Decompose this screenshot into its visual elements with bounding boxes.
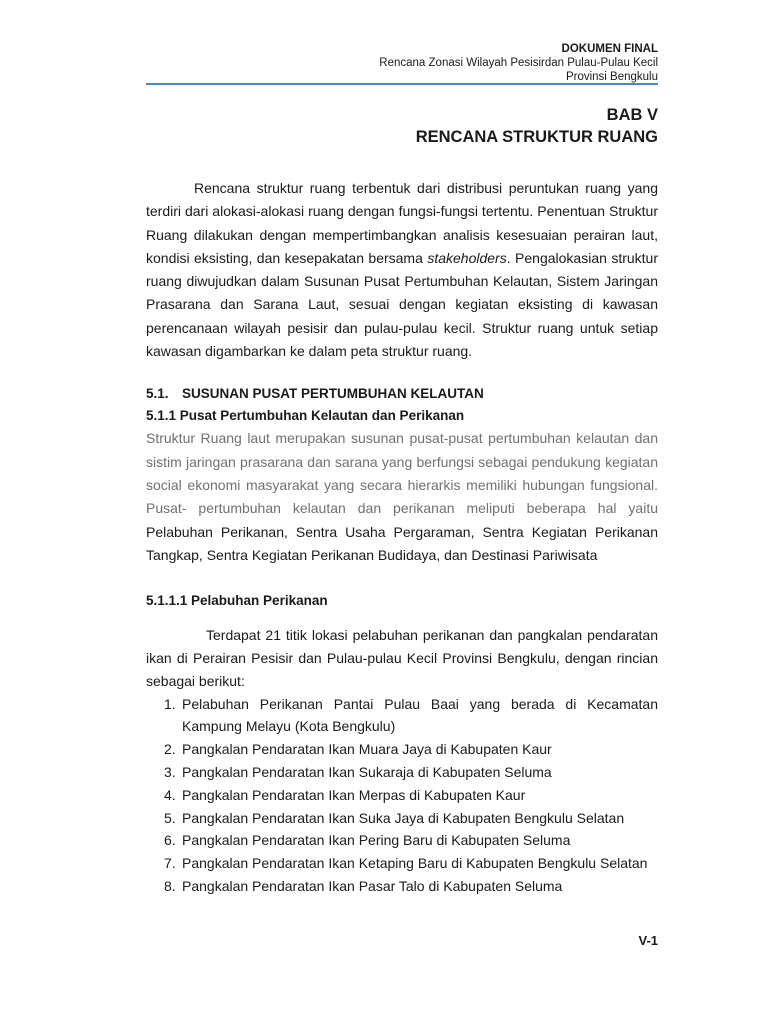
chapter-heading [416,104,658,148]
running-header [379,42,658,84]
header-divider [146,83,658,85]
chapter-title: RENCANA STRUKTUR RUANG [415,128,658,146]
document-subtitle: Rencana Zonasi Wilayah Pesisirdan Pulau-Pulau Kecil [379,57,658,69]
subsubsection-heading-5-1-1-1: 5.1.1.1 Pelabuhan Perikanan [146,593,328,609]
section-heading-5-1 [146,383,658,405]
list-item: 2. Pangkalan Pendaratan Ikan Muara Jaya di Kabupaten Kaur [164,741,552,758]
document-status-label: DOKUMEN FINAL [561,43,658,55]
harbor-intro-paragraph: Terdapat 21 titik lokasi pelabuhan perikanan dan pangkalan pendaratan ikan di Perairan Pesisir dan Pulau-pulau Kecil Provinsi Bengkulu, dengan rincian sebagai berikut: [146,627,658,689]
intro-italic-term: stakeholders [427,249,507,266]
document-body [146,177,658,898]
list-item: 7. Pangkalan Pendaratan Ikan Ketaping Baru di Kabupaten Bengkulu Selatan [164,855,648,872]
harbor-location-list [146,693,658,898]
list-item: 3. Pangkalan Pendaratan Ikan Sukaraja di Kabupaten Seluma [164,763,552,780]
section-title: SUSUNAN PUSAT PERTUMBUHAN KELAUTAN [182,386,484,402]
list-item: 1. Pelabuhan Perikanan Pantai Pulau Baai yang berada di Kecamatan Kampung Melayu (Kota Bengkulu) [164,695,658,735]
document-province: Provinsi Bengkulu [565,71,658,83]
list-item: 4. Pangkalan Pendaratan Ikan Merpas di Kabupaten Kaur [164,786,526,803]
list-item: 8. Pangkalan Pendaratan Ikan Pasar Talo di Kabupaten Seluma [164,877,563,894]
list-item: 5. Pangkalan Pendaratan Ikan Suka Jaya di Kabupaten Bengkulu Selatan [164,809,625,826]
chapter-number: BAB V [606,106,658,124]
section-number: 5.1. [146,386,169,402]
subsection-heading-5-1-1: 5.1.1 Pusat Pertumbuhan Kelautan dan Perikanan [146,408,465,424]
muted-text: Struktur Ruang laut merupakan susunan pusat-pusat pertumbuhan kelautan dan sistim jaringan prasarana dan sarana yang berfungsi sebagai pendukung kegiatan social ekonomi masyarakat yang secara hierarkis memiliki hubungan fungsional. Pusat- pertumbuhan kelautan dan perikanan meliputi beberapa hal yaitu [146,430,658,517]
intro-paragraph: Rencana struktur ruang terbentuk dari distribusi peruntukan ruang yang terdiri dari alokasi-alokasi ruang dengan fungsi-fungsi tertentu. Penentuan Struktur Ruang dilakukan dengan mempertimbangkan analisis kesesuaian perairan laut, kondisi eksisting, dan kesepakatan bersama stakeholders. Pengalokasian struktur ruang diwujudkan dalam Susunan Pusat Pertumbuhan Kelautan, Sistem Jaringan Prasarana dan Sarana Laut, sesuai dengan kegiatan eksisting di kawasan perencanaan wilayah pesisir dan pulau-pulau kecil. Struktur ruang untuk setiap kawasan digambarkan ke dalam peta struktur ruang. [146,180,658,360]
list-item: 6. Pangkalan Pendaratan Ikan Pering Baru di Kabupaten Seluma [164,832,571,849]
growth-centers-list-text: Pelabuhan Perikanan, Sentra Usaha Pergaraman, Sentra Kegiatan Perikanan Tangkap, Sentra Kegiatan Perikanan Budidaya, dan Destinasi Pariwisata [146,523,658,563]
subsection-paragraph [146,427,658,567]
page-number: V-1 [638,933,658,948]
